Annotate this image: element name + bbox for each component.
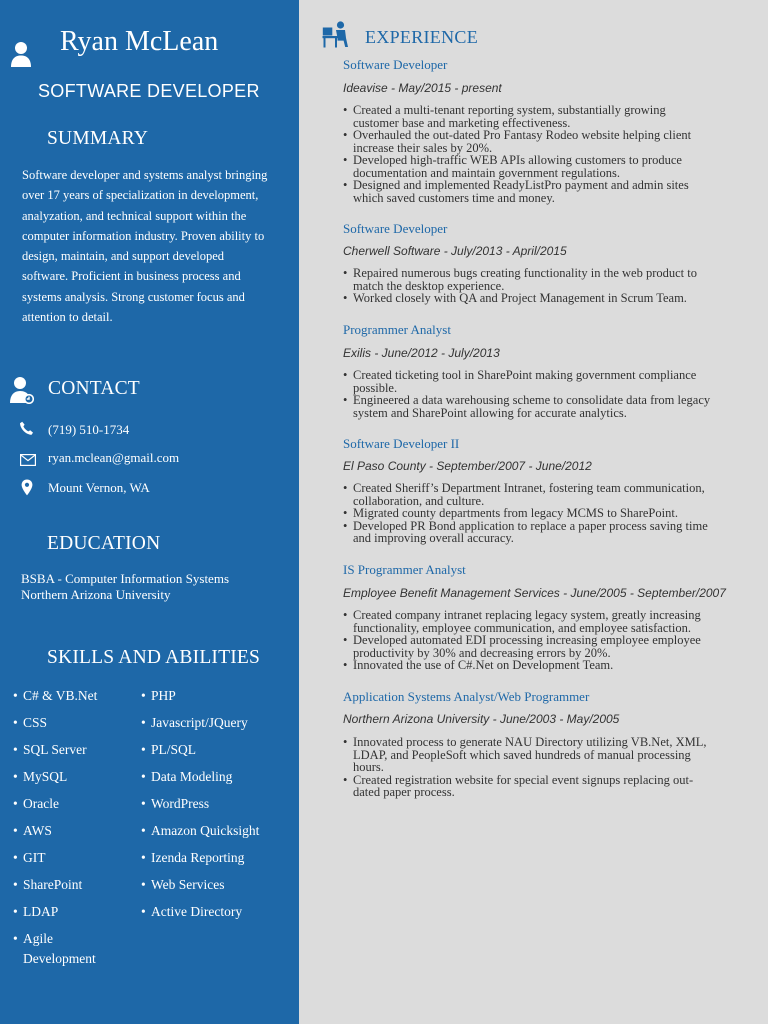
- skill-item: • Izenda Reporting: [141, 850, 245, 865]
- job-title: Software Developer: [343, 221, 448, 236]
- education-school: Northern Arizona University: [21, 587, 171, 602]
- job-bullet: • Overhauled the out-dated Pro Fantasy Rodeo website helping client increase their sales by 20%.: [343, 129, 755, 154]
- job-bullet: • Innovated process to generate NAU Directory utilizing VB.Net, XML, LDAP, and PeopleSoft which saved hundreds of manual processing hours.: [343, 736, 755, 774]
- skill-item: • Data Modeling: [141, 769, 233, 784]
- job-bullet: • Created registration website for special event signups replacing out- dated paper process.: [343, 774, 755, 799]
- education-heading: EDUCATION: [47, 533, 161, 554]
- job-meta: Exilis - June/2012 - July/2013: [343, 346, 500, 360]
- education-degree: BSBA - Computer Information Systems: [21, 571, 229, 586]
- candidate-title: SOFTWARE DEVELOPER: [38, 81, 260, 101]
- job-meta: Northern Arizona University - June/2003 - May/2005: [343, 712, 620, 726]
- contact-phone[interactable]: (719) 510-1734: [48, 422, 130, 437]
- job-bullets: [343, 369, 755, 419]
- job-bullet: • Created a multi-tenant reporting system, substantially growing customer base and marketing effectiveness.: [343, 104, 755, 129]
- contact-heading: CONTACT: [48, 378, 140, 399]
- main-content: [299, 0, 768, 1024]
- job-bullet: • Created Sheriff’s Department Intranet, fostering team communication, collaboration, and culture.: [343, 482, 755, 507]
- person-icon: [10, 41, 32, 68]
- skill-item: • Amazon Quicksight: [141, 823, 260, 838]
- map-pin-icon: [21, 479, 33, 496]
- candidate-name: Ryan McLean: [60, 26, 219, 57]
- job-meta: Employee Benefit Management Services - June/2005 - September/2007: [343, 586, 726, 600]
- job-bullet: • Worked closely with QA and Project Management in Scrum Team.: [343, 292, 755, 305]
- contact-person-icon: [10, 376, 34, 404]
- skill-item: • GIT: [13, 850, 46, 865]
- skill-item: • CSS: [13, 715, 48, 730]
- job-title: IS Programmer Analyst: [343, 562, 466, 577]
- skill-item: • AWS: [13, 823, 52, 838]
- skills-heading: SKILLS AND ABILITIES: [47, 647, 261, 668]
- contact-email[interactable]: ryan.mclean@gmail.com: [48, 450, 180, 465]
- desk-worker-icon: [322, 21, 351, 49]
- experience-heading: EXPERIENCE: [365, 27, 478, 47]
- skill-item: • Agile: [13, 931, 53, 946]
- job-bullets: [343, 736, 755, 799]
- job-bullets: [343, 267, 755, 305]
- contact-location: Mount Vernon, WA: [48, 480, 150, 495]
- skill-item: • Javascript/JQuery: [141, 715, 248, 730]
- skill-item: • LDAP: [13, 904, 59, 919]
- job-bullet: • Created ticketing tool in SharePoint making government compliance possible.: [343, 369, 755, 394]
- skill-item: • C# & VB.Net: [13, 688, 98, 703]
- skill-item: • SharePoint: [13, 877, 83, 892]
- skill-item: • PL/SQL: [141, 742, 197, 757]
- job-bullet: • Developed high-traffic WEB APIs allowing customers to produce documentation and maintain government regulations.: [343, 154, 755, 179]
- skill-item: • SQL Server: [13, 742, 87, 757]
- job-bullet: • Repaired numerous bugs creating functionality in the web product to match the desktop experience.: [343, 267, 755, 292]
- job-title: Software Developer: [343, 57, 448, 72]
- job-bullets: [343, 482, 755, 545]
- job-title: Software Developer II: [343, 436, 460, 451]
- skill-item: • WordPress: [141, 796, 210, 811]
- skill-item: • PHP: [141, 688, 176, 703]
- skill-item: • Oracle: [13, 796, 59, 811]
- job-title: Programmer Analyst: [343, 322, 451, 337]
- summary-heading: SUMMARY: [47, 128, 149, 149]
- job-bullet: • Created company intranet replacing legacy system, greatly increasing functionality, employee communication, and employee satisfaction.: [343, 609, 755, 634]
- job-bullet: • Migrated county departments from legacy MCMS to SharePoint.: [343, 507, 755, 520]
- summary-text: Software developer and systems analyst bringing over 17 years of specialization in development, analyzation, and technical support within the computer information industry. Proven ability to design, maintain, and support developed software. Proficient in business process and systems analysis. Strong customer focus and attention to detail.: [22, 168, 268, 325]
- phone-icon: [19, 421, 34, 436]
- job-bullets: [343, 609, 755, 672]
- job-bullet: • Innovated the use of C#.Net on Development Team.: [343, 659, 755, 672]
- job-meta: Ideavise - May/2015 - present: [343, 81, 502, 95]
- job-bullet: • Developed PR Bond application to replace a paper process saving time and improving overall accuracy.: [343, 520, 755, 545]
- job-bullet: • Designed and implemented ReadyListPro payment and admin sites which saved customers time and money.: [343, 179, 755, 204]
- job-bullet: • Engineered a data warehousing scheme to consolidate data from legacy system and SharePoint allowing for accurate analytics.: [343, 394, 755, 419]
- job-meta: El Paso County - September/2007 - June/2012: [343, 459, 592, 473]
- job-meta: Cherwell Software - July/2013 - April/2015: [343, 244, 567, 258]
- skill-item: • MySQL: [13, 769, 68, 784]
- skill-item: • Active Directory: [141, 904, 243, 919]
- job-title: Application Systems Analyst/Web Programmer: [343, 689, 590, 704]
- sidebar: [0, 0, 299, 1024]
- skill-item: • Web Services: [141, 877, 225, 892]
- skill-item-continuation: Development: [23, 951, 96, 966]
- envelope-icon: [20, 454, 36, 466]
- job-bullet: • Developed automated EDI processing increasing employee employee productivity by 30% and decreasing errors by 20%.: [343, 634, 755, 659]
- job-bullets: [343, 104, 755, 204]
